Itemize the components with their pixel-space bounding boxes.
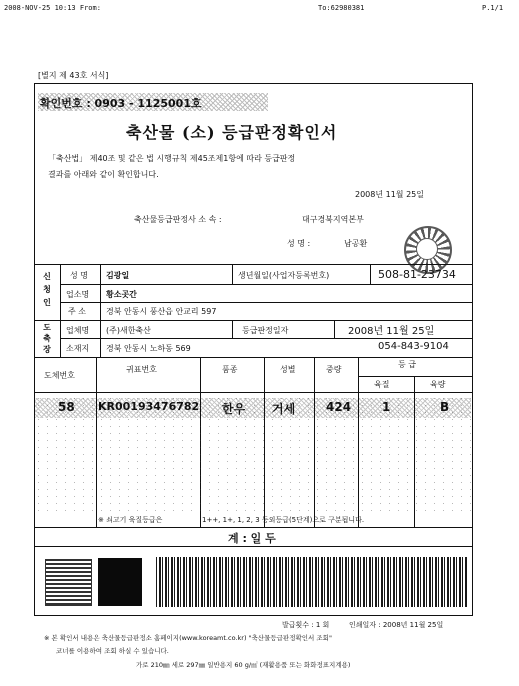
table-rule <box>232 320 233 339</box>
inspector-org-label: 축산물등급판정사 소 속 : <box>134 215 222 224</box>
header-breed: 품종 <box>222 365 238 374</box>
applicant-name: 김광일 <box>106 271 130 280</box>
row-quality-grade: 1 <box>382 400 391 414</box>
applicant-name-label: 성 명 <box>70 271 88 280</box>
form-label: [별지 제 43호 서식] <box>38 71 109 80</box>
table-rule <box>60 284 472 285</box>
location-value: 경북 안동시 노하동 569 <box>106 344 191 353</box>
inspector-name-label: 성 명 : <box>287 239 311 248</box>
header-ear-tag: 귀표번호 <box>126 365 157 374</box>
inspector-name: 남공환 <box>344 239 368 248</box>
header-weight: 중량 <box>326 365 342 374</box>
row-weight: 424 <box>326 400 352 414</box>
paper-spec: 가로 210㎜ 세로 297㎜ 일반용지 60 g/㎡ (재활용품 또는 화화정표지계용) <box>136 661 351 669</box>
grading-date-label: 등급판정일자 <box>242 326 289 335</box>
table-rule <box>334 320 335 339</box>
grading-date: 2008년 11월 25일 <box>348 326 435 337</box>
table-rule <box>370 264 371 285</box>
location-label: 소재지 <box>66 344 90 353</box>
row-ear-tag: KR00193476782 <box>98 400 200 413</box>
redaction-block <box>98 558 142 606</box>
issue-count: 발급횟수 : 1 회 <box>282 621 330 629</box>
issue-date: 2008년 11월 25일 <box>355 190 424 199</box>
row-yield-grade: B <box>440 400 450 414</box>
table-rule <box>60 338 472 339</box>
verification-note-1: ※ 본 확인서 내용은 축산물등급판정소 홈페이지(www.koreamt.co.kr) "축산물등급판정확인서 조회" <box>44 634 332 642</box>
table-rule <box>358 376 472 377</box>
company-name: 황소곳간 <box>106 290 137 299</box>
table-rule <box>60 302 472 303</box>
fax-header-to: To:62980381 <box>318 4 365 12</box>
slaughterhouse-phone: 054-843-9104 <box>378 341 449 352</box>
intro-line-2: 결과를 아래와 같이 확인합니다. <box>48 170 159 179</box>
fax-page-number: P.1/1 <box>482 4 504 12</box>
security-pattern-image <box>156 557 468 607</box>
table-rule <box>60 264 61 357</box>
biz-no-label: 생년월일(사업자등록번호) <box>238 271 330 280</box>
address-value: 경북 안동시 풍산읍 안교리 597 <box>106 307 217 316</box>
footnote-left: ※ 쇠고기 육질등급은 <box>98 516 163 524</box>
biz-no-value: 508-81-23734 <box>378 268 456 281</box>
table-rule <box>232 264 233 285</box>
row-carcass-no: 58 <box>58 400 75 414</box>
table-rule <box>34 357 472 358</box>
slaughterhouse-name: (주)새한축산 <box>106 326 151 335</box>
print-date: 인쇄일자 : 2008년 11월 25일 <box>349 621 444 629</box>
fax-header-left: 2008-NOV-25 10:13 From: <box>4 4 101 12</box>
applicant-section-label: 신청인 <box>43 272 51 307</box>
scan-noise <box>34 395 471 515</box>
verification-note-2: 코너를 이용하여 조회 하실 수 있습니다. <box>56 647 169 655</box>
company-label: 업소명 <box>66 290 90 299</box>
intro-line-1: 「축산법」 제40조 및 같은 법 시행규칙 제45조제1항에 따라 등급판정 <box>48 154 296 163</box>
qr-code-image <box>45 559 92 606</box>
header-carcass-no: 도체번호 <box>44 371 75 380</box>
row-sex: 거세 <box>272 402 296 416</box>
table-rule <box>34 527 472 528</box>
table-rule <box>34 546 472 547</box>
official-seal <box>404 226 452 274</box>
address-label: 주 소 <box>68 307 86 316</box>
inspector-org: 대구경북지역본부 <box>302 215 364 224</box>
table-rule <box>100 264 101 357</box>
document-title: 축산물 (소) 등급판정확인서 <box>126 123 338 142</box>
slaughterhouse-section-label: 도축장 <box>43 323 51 354</box>
table-rule <box>34 392 472 393</box>
slaughterhouse-name-label: 업체명 <box>66 326 90 335</box>
header-quality: 육질 <box>374 380 390 389</box>
cert-number: 확인번호 : 0903 - 1125001호 <box>40 97 202 110</box>
total-count: 계 : 일 두 <box>228 532 276 545</box>
header-yield: 육량 <box>430 380 446 389</box>
row-breed: 한우 <box>222 402 246 416</box>
header-grade: 등 급 <box>398 360 416 369</box>
header-sex: 성별 <box>280 365 296 374</box>
footnote-grades: 1++, 1+, 1, 2, 3 등외등급(5단계)으로 구분됩니다. <box>202 516 365 524</box>
